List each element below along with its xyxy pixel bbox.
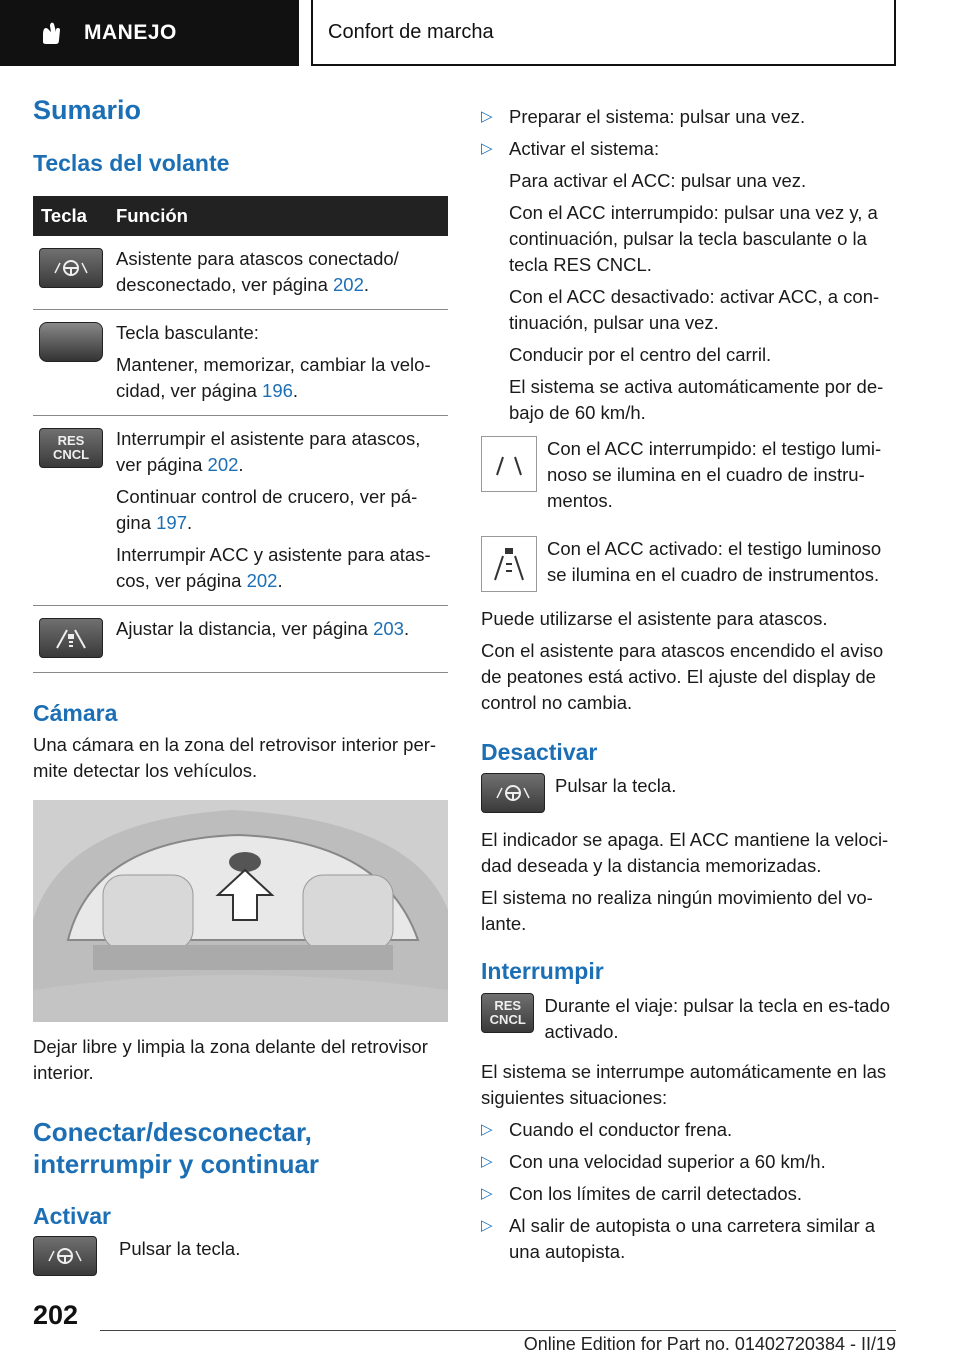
deactivate-heading: Desactivar [481, 739, 598, 765]
list-item: ▷ Al salir de autopista o una carretera similar a una autopista. [481, 1214, 876, 1262]
list-item: ▷ Con los límites de carril detectados. [481, 1181, 897, 1207]
camera-photo [33, 800, 448, 1022]
page-header [0, 0, 960, 66]
section-tab [0, 0, 299, 66]
sub-text: El sistema se activa automáticamente por de-bajo de 60 km/h. [509, 376, 884, 423]
row-text: Mantener, memorizar, cambiar la velo-cidad, ver página 196. [116, 354, 431, 402]
interrupt-text: Durante el viaje: pulsar la tecla en es-tado activado. [544, 994, 890, 1042]
list-item: ▷ Cuando el conductor frena. [481, 1117, 897, 1143]
indicator-interrupted-text: Con el ACC interrumpido: el testigo lumi-noso se ilumina en el cuadro de instru-mentos. [547, 438, 882, 511]
table-row [33, 416, 448, 606]
camera-note: Dejar libre y limpia la zona delante del retrovisor interior. [33, 1036, 428, 1084]
triangle-bullet-icon: ▷ [481, 1216, 493, 1234]
page-link[interactable]: 202 [333, 274, 364, 296]
section-label: MANEJO [84, 21, 177, 44]
col-header-key: Tecla [41, 205, 87, 227]
table-row [33, 310, 448, 416]
paragraph: Con el asistente para atascos encendido el aviso de peatones está activo. El ajuste del display de control no cambia. [481, 640, 884, 713]
page-number: 202 [33, 1300, 79, 1330]
chapter-label: Confort de marcha [328, 20, 494, 43]
paragraph: El sistema no realiza ningún movimiento del vo-lante. [481, 887, 873, 935]
row-text: Ajustar la distancia, ver página 203. [116, 618, 410, 640]
indicator-active-text: Con el ACC activado: el testigo luminoso se ilumina en el cuadro de instrumentos. [547, 538, 882, 585]
page-link[interactable]: 196 [262, 380, 293, 402]
right-column [481, 104, 897, 1271]
sub-text: Conducir por el centro del carril. [509, 344, 772, 365]
page-link[interactable]: 202 [246, 570, 278, 592]
deactivate-text: Pulsar la tecla. [555, 775, 677, 797]
row-text: Tecla basculante: [116, 322, 259, 344]
table-header [33, 196, 448, 236]
camera-heading: Cámara [33, 700, 118, 727]
activate-heading: Activar [33, 1203, 111, 1230]
paragraph: El indicador se apaga. El ACC mantiene la veloci-dad deseada y la distancia memorizadas. [481, 829, 889, 877]
sub-text: Para activar el ACC: pulsar una vez. [509, 170, 807, 191]
list-item: ▷ Activar el sistema: Para activar el ACC: pulsar una vez. Con el ACC interrumpido: pulsar una vez y, a continuación, pulsar la tecla basculante o la tecla RES CNCL. Con el ACC desactivado: activar ACC, a con-tinuación, pulsar una vez. Conducir por el centro del carril. El sistema se activa automáticamente por de-bajo de 60 km/h. [481, 136, 897, 426]
assist-key-icon [481, 773, 545, 813]
triangle-bullet-icon: ▷ [481, 1184, 493, 1202]
keys-table [33, 196, 448, 673]
left-column [33, 96, 448, 1276]
triangle-bullet-icon: ▷ [481, 140, 493, 157]
activate-steps [481, 104, 897, 426]
list-item: ▷ Preparar el sistema: pulsar una vez. [481, 104, 897, 130]
chapter-tab [311, 0, 896, 66]
edition-text: Online Edition for Part no. 01402720384 - II/19 [523, 1334, 896, 1354]
res-cncl-key-icon: RES CNCL [39, 428, 103, 468]
lane-indicator-icon [481, 436, 537, 492]
col-header-function: Función [116, 205, 188, 227]
steering-hand-icon [38, 20, 64, 46]
activate-text: Pulsar la tecla. [119, 1237, 241, 1259]
triangle-bullet-icon: ▷ [481, 1152, 493, 1170]
assist-key-icon [39, 248, 103, 288]
page-link[interactable]: 197 [156, 512, 187, 534]
indicator-interrupted-row [481, 436, 897, 514]
sub-text: Con el ACC desactivado: activar ACC, a con-tinuación, pulsar una vez. [509, 286, 880, 333]
res-cncl-key-icon: RES CNCL [481, 993, 534, 1033]
interrupt-situations [481, 1117, 897, 1265]
camera-text: Una cámara en la zona del retrovisor interior per-mite detectar los vehículos. [33, 734, 437, 782]
activate-row [33, 1236, 448, 1276]
paragraph: El sistema se interrumpe automáticamente en las siguientes situaciones: [481, 1060, 887, 1108]
page-link[interactable]: 203 [373, 618, 404, 640]
assist-key-icon [33, 1236, 97, 1276]
row-text: Continuar control de crucero, ver pá-gina 197. [116, 486, 418, 534]
interrupt-row [481, 993, 897, 1045]
rocker-key-icon [39, 322, 103, 362]
deactivate-row [481, 773, 897, 813]
table-row [33, 236, 448, 310]
lane-vehicle-indicator-icon [481, 536, 537, 592]
footer-divider [100, 1330, 896, 1331]
sub-text: Con el ACC interrumpido: pulsar una vez y, a continuación, pulsar la tecla basculante o la tecla RES CNCL. [509, 202, 878, 275]
paragraph: Puede utilizarse el asistente para atascos. [481, 608, 828, 629]
distance-key-icon [39, 618, 103, 658]
triangle-bullet-icon: ▷ [481, 108, 493, 125]
triangle-bullet-icon: ▷ [481, 1120, 493, 1138]
list-item: ▷ Con una velocidad superior a 60 km/h. [481, 1149, 897, 1175]
indicator-active-row [481, 536, 897, 592]
interrupt-heading: Interrumpir [481, 958, 604, 985]
row-text: Interrumpir el asistente para atascos, ver página 202. [116, 428, 421, 476]
row-text: Asistente para atascos conectado/ desconectado, ver página 202. [116, 248, 399, 296]
subtitle-wheel-keys: Teclas del volante [33, 149, 230, 176]
table-row [33, 606, 448, 673]
page-title: Sumario [33, 95, 142, 125]
connect-heading: Conectar/desconectar, interrumpir y continuar [33, 1117, 320, 1180]
row-text: Interrumpir ACC y asistente para atas-cos, ver página 202. [116, 544, 431, 592]
page-link[interactable]: 202 [207, 454, 239, 476]
